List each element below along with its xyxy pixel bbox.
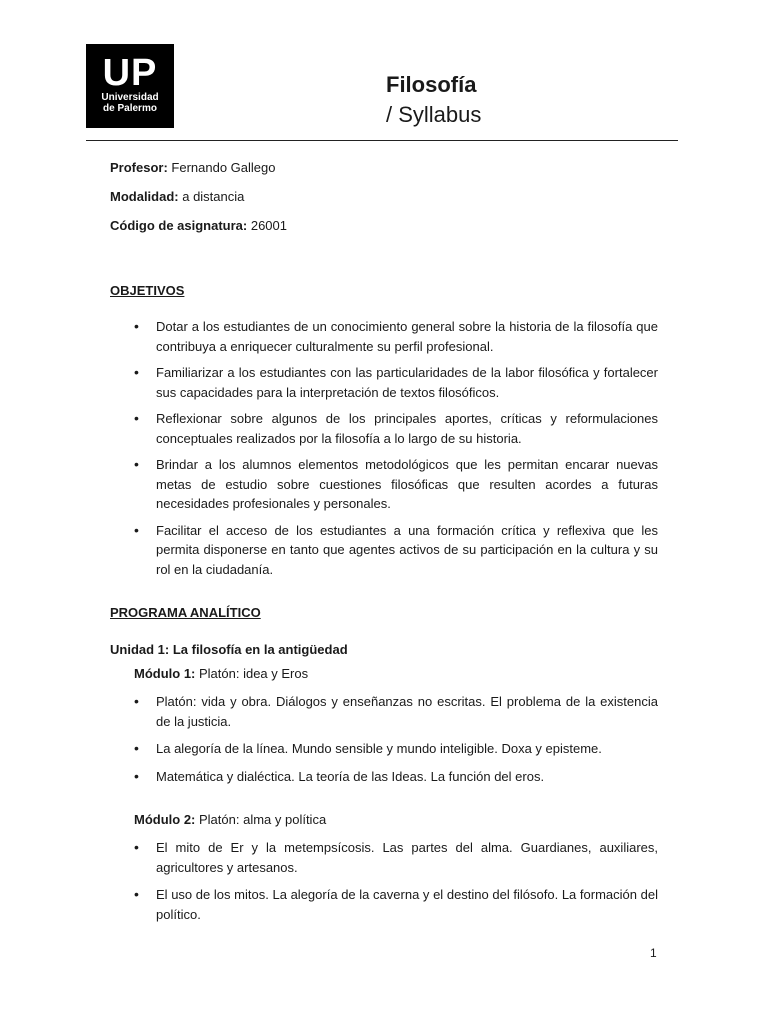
modulo-2-title: [134, 812, 326, 828]
codigo-line: [110, 218, 287, 234]
header-divider: [86, 140, 678, 141]
logo-initials: UP: [102, 52, 158, 94]
page-number: 1: [650, 946, 657, 960]
list-item: • Dotar a los estudiantes de un conocimiento general sobre la historia de la filosofía que contribuya a enriquecer culturalmente su perfil profesional.: [134, 317, 658, 356]
modalidad-label: Modalidad:: [110, 189, 179, 204]
document-title: Filosofía: [386, 72, 477, 97]
codigo-label: Código de asignatura:: [110, 218, 248, 233]
objetivos-heading: OBJETIVOS: [110, 283, 185, 298]
list-item: • La alegoría de la línea. Mundo sensible y mundo inteligible. Doxa y episteme.: [134, 739, 658, 759]
profesor-line: [110, 160, 275, 176]
modalidad-line: [110, 189, 244, 205]
list-item: • Brindar a los alumnos elementos metodológicos que les permitan encarar nuevas metas de estudio sobre cuestiones filosóficas que resulten acordes a futuras necesidades profesionales y personales.: [134, 455, 658, 514]
modulo-2-list: [134, 838, 658, 924]
modalidad-value: a distancia: [178, 189, 245, 204]
profesor-label: Profesor:: [110, 160, 168, 175]
modulo-1-list: [134, 692, 658, 786]
university-logo: [86, 44, 174, 128]
logo-line-2: de Palermo: [103, 103, 157, 114]
logo-line-1: Universidad: [101, 92, 159, 103]
document-subtitle: / Syllabus: [386, 102, 482, 127]
list-item: • El uso de los mitos. La alegoría de la caverna y el destino del filósofo. La formación del político.: [134, 885, 658, 924]
modulo-1-value: Platón: idea y Eros: [195, 666, 309, 681]
modulo-1-title: [134, 666, 308, 682]
profesor-value: Fernando Gallego: [167, 160, 276, 175]
modulo-2-value: Platón: alma y política: [195, 812, 327, 827]
list-item: • Matemática y dialéctica. La teoría de las Ideas. La función del eros.: [134, 767, 658, 787]
unidad-1-title: Unidad 1: La filosofía en la antigüedad: [110, 642, 348, 657]
modulo-2-label: Módulo 2:: [134, 812, 196, 827]
list-item: • Familiarizar a los estudiantes con las particularidades de la labor filosófica y fortalecer sus capacidades para la interpretación de textos filosóficos.: [134, 363, 658, 402]
list-item: • Reflexionar sobre algunos de los principales aportes, críticas y reformulaciones conceptuales realizados por la filosofía a lo largo de su historia.: [134, 409, 658, 448]
modulo-1-label: Módulo 1:: [134, 666, 196, 681]
codigo-value: 26001: [247, 218, 287, 233]
list-item: • Platón: vida y obra. Diálogos y enseñanzas no escritas. El problema de la existencia de la justicia.: [134, 692, 658, 731]
list-item: • El mito de Er y la metempsícosis. Las partes del alma. Guardianes, auxiliares, agricultores y artesanos.: [134, 838, 658, 877]
objetivos-list: [134, 317, 658, 579]
programa-heading: PROGRAMA ANALÍTICO: [110, 605, 261, 620]
list-item: • Facilitar el acceso de los estudiantes a una formación crítica y reflexiva que les permita disponerse en tanto que agentes activos de su participación en la cultura y su rol en la ciudadanía.: [134, 521, 658, 580]
